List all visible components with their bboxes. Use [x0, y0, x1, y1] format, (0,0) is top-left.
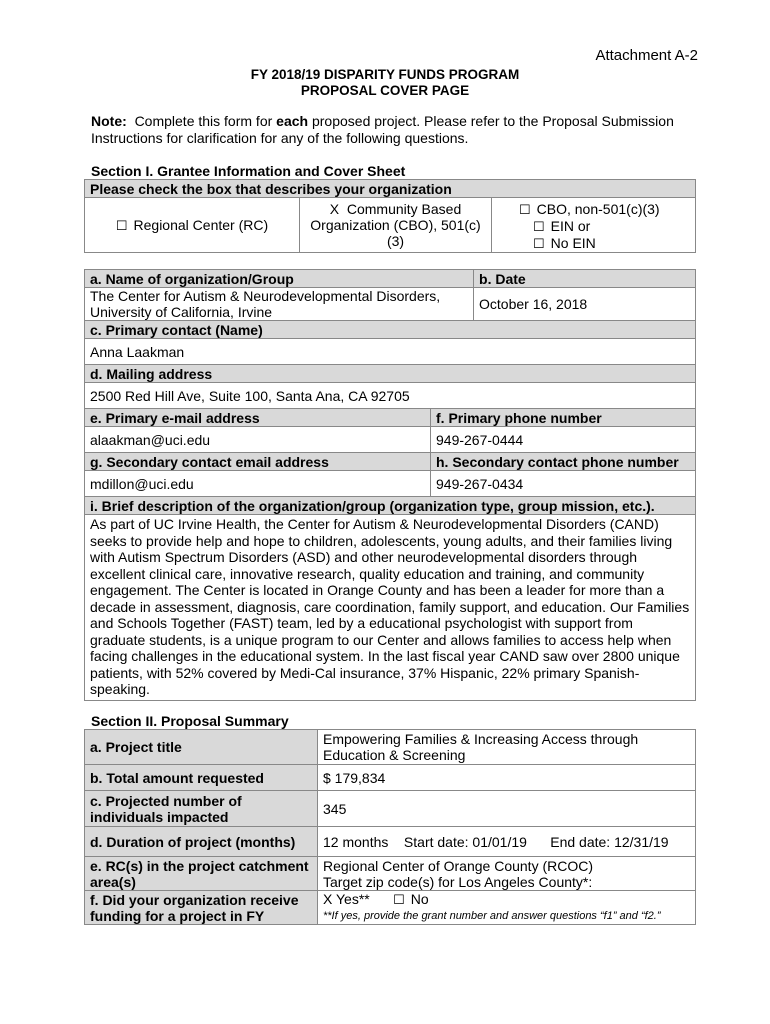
primary-contact-label: c. Primary contact (Name): [85, 321, 696, 339]
no-checkbox[interactable]: ☐: [393, 892, 405, 907]
rc-option[interactable]: [85, 198, 300, 253]
primary-phone-value[interactable]: 949-267-0444: [431, 427, 696, 453]
total-amount-value[interactable]: $ 179,834: [318, 765, 696, 791]
cbo-mark[interactable]: X: [329, 201, 340, 217]
cbo-label: Community Based Organization (CBO), 501(c)(3): [310, 201, 481, 249]
rc-label: Regional Center (RC): [133, 216, 269, 233]
total-amount-label: b. Total amount requested: [85, 765, 318, 791]
org-type-table: [84, 179, 696, 253]
note-bold: each: [276, 113, 309, 129]
org-name-value[interactable]: The Center for Autism & Neurodevelopmental Disorders, University of California, Irvine: [85, 288, 474, 321]
prior-funding-footnote: **If yes, provide the grant number and answer questions “f1” and “f2.”: [323, 910, 661, 922]
grantee-info-table: [84, 269, 696, 701]
primary-contact-value[interactable]: Anna Laakman: [85, 339, 696, 365]
attachment-label: Attachment A-2: [595, 47, 698, 64]
no-option: No: [410, 891, 429, 907]
secondary-email-value[interactable]: mdillon@uci.edu: [85, 471, 431, 497]
cbo-non-checkbox[interactable]: ☐: [519, 202, 531, 217]
mailing-address-value[interactable]: 2500 Red Hill Ave, Suite 100, Santa Ana, CA 92705: [85, 383, 696, 409]
secondary-email-label: g. Secondary contact email address: [85, 453, 431, 471]
org-description-value[interactable]: As part of UC Irvine Health, the Center for Autism & Neurodevelopmental Disorders (CAND) seeks to provide help and hope to children, adolescents, young adults, and their families living with Autism Spectrum Disorders (ASD) and other neurodevelopmental disorders through excellent clinical care, innovative research, quality education and training, and community engagement. The Center is located in Orange County and has been a leader for more than a decade in assessment, diagnosis, care coordination, family support, and education. Our Families and Schools Together (FAST) team, led by a educational psychologist with support from graduate students, is a unique program to our Center and allows families to access help when facing challenges in the educational system. In the last fiscal year CAND saw over 2800 unique patients, with 52% covered by Medi-Cal insurance, 37% Hispanic, 22% primary Spanish-speaking.: [85, 515, 696, 701]
form-subtitle: PROPOSAL COVER PAGE: [300, 83, 470, 98]
catchment-value[interactable]: [318, 857, 696, 891]
note-label: Note:: [91, 113, 127, 129]
catchment-zip: Target zip code(s) for Los Angeles County*:: [323, 873, 593, 890]
ein-label: EIN or: [550, 218, 591, 234]
cbo-non-options: [492, 198, 696, 253]
prior-funding-value[interactable]: [318, 891, 696, 925]
secondary-phone-label: h. Secondary contact phone number: [431, 453, 696, 471]
duration-value[interactable]: 12 months Start date: 01/01/19 End date: 12/31/19: [318, 827, 696, 857]
form-title: FY 2018/19 DISPARITY FUNDS PROGRAM: [250, 67, 520, 82]
individuals-impacted-label: c. Projected number of individuals impacted: [85, 791, 318, 827]
project-title-value[interactable]: Empowering Families & Increasing Access through Education & Screening: [318, 730, 696, 765]
catchment-rc: Regional Center of Orange County (RCOC): [323, 857, 594, 874]
project-title-label: a. Project title: [85, 730, 318, 765]
yes-option[interactable]: X Yes**: [323, 891, 370, 907]
primary-email-label: e. Primary e-mail address: [85, 409, 431, 427]
note-text-b: proposed project. Please refer to the Proposal Submission Instructions for clarification for any of the following questions.: [91, 113, 674, 146]
duration-label: d. Duration of project (months): [85, 827, 318, 857]
no-ein-checkbox[interactable]: ☐: [533, 236, 545, 251]
no-ein-label: No EIN: [550, 235, 596, 251]
date-label: b. Date: [474, 270, 696, 288]
prior-funding-label: f. Did your organization receive funding for a project in FY: [85, 891, 318, 925]
org-type-header: Please check the box that describes your organization: [85, 180, 696, 198]
org-name-label: a. Name of organization/Group: [85, 270, 474, 288]
secondary-phone-value[interactable]: 949-267-0434: [431, 471, 696, 497]
rc-checkbox[interactable]: ☐: [115, 217, 128, 233]
catchment-label: e. RC(s) in the project catchment area(s): [85, 857, 318, 891]
cbo-non-label: CBO, non-501(c)(3): [536, 201, 660, 217]
ein-checkbox[interactable]: ☐: [533, 219, 545, 234]
proposal-summary-table: [84, 729, 696, 925]
note-paragraph: [91, 113, 691, 147]
section-2-title: Section II. Proposal Summary: [91, 713, 289, 729]
section-1-title: Section I. Grantee Information and Cover Sheet: [91, 163, 406, 179]
individuals-impacted-value[interactable]: 345: [318, 791, 696, 827]
date-value[interactable]: October 16, 2018: [474, 288, 696, 321]
note-text-a: Complete this form for: [134, 113, 273, 129]
primary-email-value[interactable]: alaakman@uci.edu: [85, 427, 431, 453]
cbo-option[interactable]: [300, 198, 492, 253]
org-description-label: i. Brief description of the organization/group (organization type, group mission, etc.).: [85, 497, 696, 515]
primary-phone-label: f. Primary phone number: [431, 409, 696, 427]
mailing-address-label: d. Mailing address: [85, 365, 696, 383]
